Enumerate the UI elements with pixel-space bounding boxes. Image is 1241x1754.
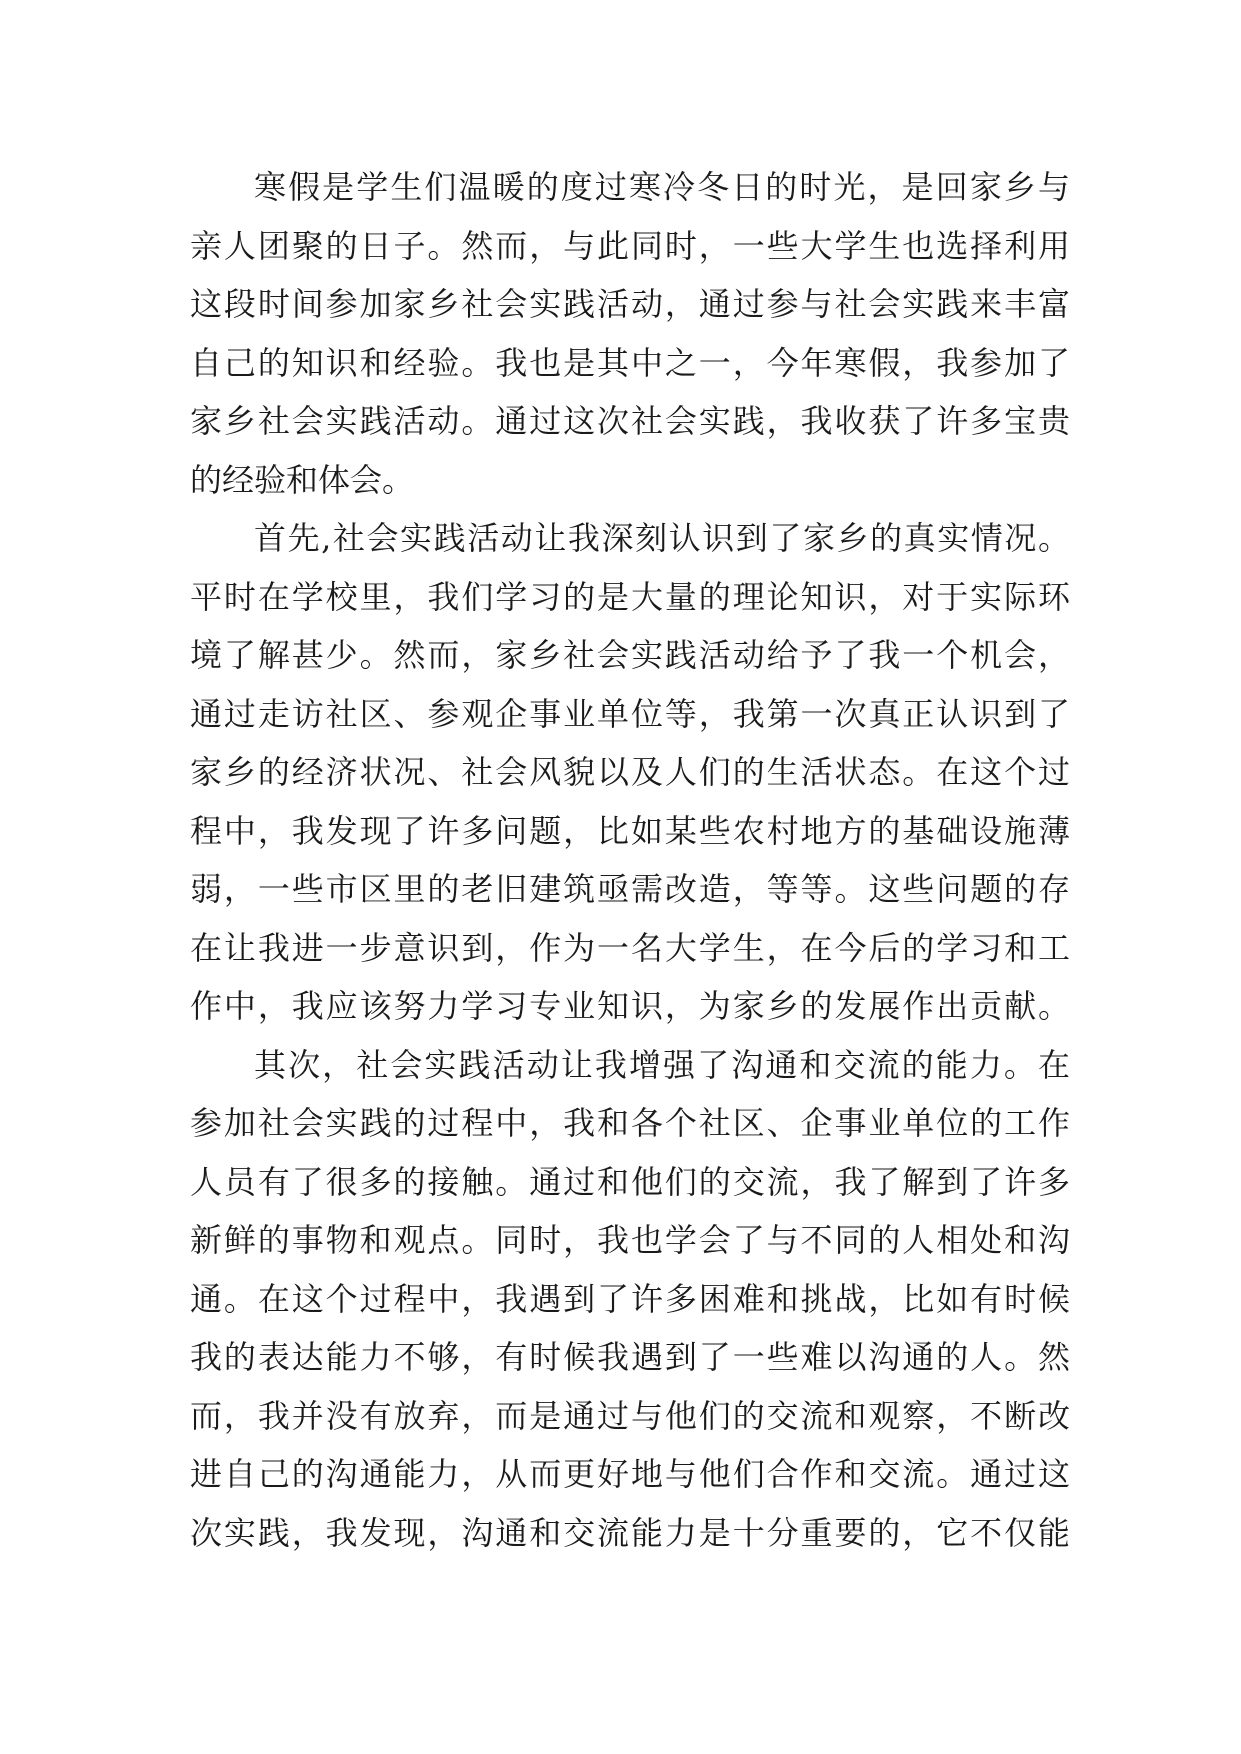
text-line: 在让我进一步意识到，作为一名大学生，在今后的学习和工 [190, 928, 1070, 967]
text-line: 的经验和体会。 [190, 460, 415, 499]
text-line: 弱，一些市区里的老旧建筑亟需改造，等等。这些问题的存 [190, 870, 1070, 908]
text-line: 亲人团聚的日子。然而，与此同时，一些大学生也选择利用 [190, 226, 1070, 265]
text-line: 我的表达能力不够，有时候我遇到了一些难以沟通的人。然 [190, 1338, 1070, 1376]
text-line: 而，我并没有放弃，而是通过与他们的交流和观察，不断改 [190, 1396, 1070, 1435]
text-line: 平时在学校里，我们学习的是大量的理论知识，对于实际环 [190, 577, 1070, 616]
text-line: 境了解甚少。然而，家乡社会实践活动给予了我一个机会， [190, 636, 1070, 674]
text-line: 这段时间参加家乡社会实践活动，通过参与社会实践来丰富 [190, 285, 1070, 323]
text-line: 其次，社会实践活动让我增强了沟通和交流的能力。在 [254, 1045, 1070, 1084]
text-line: 家乡的经济状况、社会风貌以及人们的生活状态。在这个过 [190, 753, 1070, 791]
text-line: 进自己的沟通能力，从而更好地与他们合作和交流。通过这 [190, 1455, 1070, 1493]
text-line: 通过走访社区、参观企事业单位等，我第一次真正认识到了 [190, 694, 1070, 733]
paragraph-1 [190, 158, 1070, 509]
text-line: 次实践，我发现，沟通和交流能力是十分重要的，它不仅能 [190, 1513, 1070, 1552]
text-line: 人员有了很多的接触。通过和他们的交流，我了解到了许多 [190, 1162, 1070, 1201]
paragraph-3 [190, 1036, 1070, 1563]
text-line: 参加社会实践的过程中，我和各个社区、企事业单位的工作 [190, 1104, 1070, 1142]
body-text [190, 158, 1070, 1562]
paragraph-2 [190, 509, 1070, 1036]
text-line: 家乡社会实践活动。通过这次社会实践，我收获了许多宝贵 [190, 402, 1070, 440]
text-line: 寒假是学生们温暖的度过寒冷冬日的时光，是回家乡与 [254, 168, 1070, 206]
text-line: 自己的知识和经验。我也是其中之一，今年寒假，我参加了 [190, 343, 1070, 382]
text-line: 首先,社会实践活动让我深刻认识到了家乡的真实情况。 [254, 519, 1070, 557]
text-line: 程中，我发现了许多问题，比如某些农村地方的基础设施薄 [190, 811, 1070, 850]
text-line: 作中，我应该努力学习专业知识，为家乡的发展作出贡献。 [190, 987, 1070, 1025]
text-line: 通。在这个过程中，我遇到了许多困难和挑战，比如有时候 [190, 1279, 1070, 1318]
text-line: 新鲜的事物和观点。同时，我也学会了与不同的人相处和沟 [190, 1221, 1070, 1259]
